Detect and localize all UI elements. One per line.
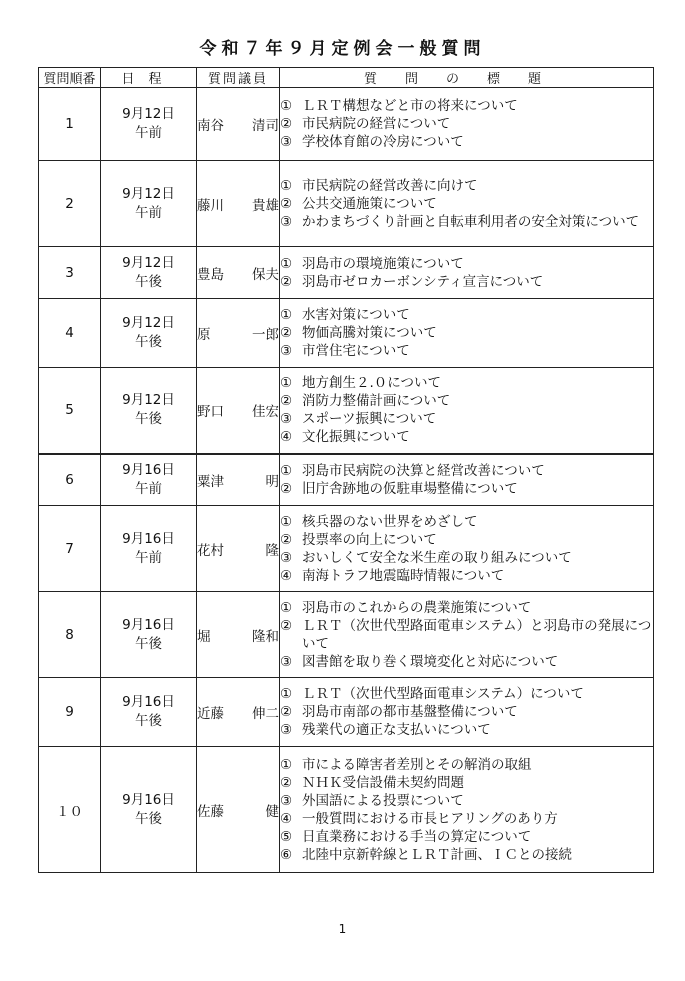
date-time: 午後 — [135, 810, 162, 827]
topic-text: 羽島市のこれからの農業施策について — [302, 599, 532, 616]
topic-marker: ⑤ — [280, 828, 293, 845]
schedule-table — [38, 67, 654, 873]
topics-cell — [280, 88, 654, 161]
member-name — [197, 625, 279, 645]
page-number: 1 — [338, 922, 347, 936]
topics-cell — [280, 368, 654, 454]
topic-item — [280, 480, 653, 498]
topic-text: スポーツ振興について — [302, 411, 437, 428]
topic-marker: ① — [280, 462, 293, 479]
order-cell: 4 — [39, 299, 101, 368]
member-name — [197, 400, 279, 420]
member-family-name: 近藤 — [197, 706, 224, 722]
topic-item — [280, 549, 653, 567]
member-family-name: 粟津 — [197, 473, 224, 490]
topic-item — [280, 531, 653, 549]
table-row — [39, 678, 654, 747]
date-day: 9月12日 — [122, 185, 175, 202]
topic-text: 羽島市ゼロカーボンシティ宣言について — [302, 273, 544, 290]
member-given-name: 健 — [265, 803, 279, 820]
order-cell: 1 — [39, 88, 101, 161]
order-cell: 5 — [39, 368, 101, 454]
member-name — [197, 263, 279, 283]
topic-item — [280, 462, 653, 480]
topic-text: 羽島市南部の都市基盤整備について — [302, 704, 518, 720]
date-time: 午前 — [135, 204, 162, 221]
topic-text: 水害対策について — [302, 307, 410, 323]
table-row — [39, 368, 654, 454]
topic-text: 市営住宅について — [302, 343, 410, 359]
topic-item — [280, 195, 653, 213]
member-cell — [197, 299, 280, 368]
member-family-name: 藤川 — [197, 197, 224, 214]
topics-cell — [280, 678, 654, 747]
topic-text: 消防力整備計画について — [302, 393, 451, 410]
member-family-name: 野口 — [197, 404, 224, 421]
topic-marker: ② — [280, 774, 293, 791]
date-cell — [101, 454, 197, 506]
date-day: 9月16日 — [122, 791, 175, 808]
date-day: 9月12日 — [122, 254, 175, 271]
member-family-name: 原 — [197, 327, 211, 343]
topic-marker: ② — [280, 116, 293, 132]
topic-marker: ① — [280, 756, 293, 773]
header-order: 質問順番 — [39, 68, 101, 88]
table-body — [39, 88, 654, 873]
topic-marker: ② — [280, 617, 293, 634]
date-cell — [101, 161, 197, 247]
topic-item — [280, 567, 653, 585]
topic-text: 物価高騰対策について — [302, 325, 437, 341]
member-cell — [197, 454, 280, 506]
topic-item — [280, 756, 653, 774]
member-cell — [197, 368, 280, 454]
topic-text: 投票率の向上について — [302, 531, 437, 548]
topic-text: ＬＲＴ（次世代型路面電車システム）について — [302, 686, 584, 702]
topic-marker: ③ — [280, 653, 293, 670]
topic-item — [280, 410, 653, 428]
topic-text: 一般質問における市長ヒアリングのあり方 — [302, 810, 558, 827]
topic-text: おいしくて安全な米生産の取り組みについて — [302, 549, 572, 566]
page-title: 令和７年９月定例会一般質問 — [199, 39, 486, 59]
date-day: 9月16日 — [122, 461, 175, 478]
topic-item — [280, 828, 653, 846]
member-given-name: 伸二 — [252, 706, 279, 722]
table-row — [39, 592, 654, 678]
topic-marker: ① — [280, 307, 293, 323]
member-name — [197, 702, 279, 722]
topic-item — [280, 617, 653, 653]
topic-item — [280, 115, 653, 133]
topic-marker: ① — [280, 375, 293, 392]
topic-text: 核兵器のない世界をめざして — [302, 513, 478, 530]
date-cell — [101, 506, 197, 592]
member-name — [197, 194, 279, 214]
table-row — [39, 454, 654, 506]
topic-item — [280, 324, 653, 342]
topic-text: 市による障害者差別とその解消の取組 — [302, 756, 532, 773]
topic-item — [280, 810, 653, 828]
date-time: 午前 — [135, 549, 162, 566]
member-family-name: 花村 — [197, 542, 224, 559]
topic-item — [280, 374, 653, 392]
date-cell — [101, 299, 197, 368]
topic-item — [280, 255, 653, 273]
topic-item — [280, 599, 653, 617]
topic-marker: ② — [280, 704, 293, 720]
member-name — [197, 539, 279, 559]
date-cell — [101, 88, 197, 161]
topic-text: 市民病院の経営について — [302, 116, 451, 132]
date-cell — [101, 747, 197, 873]
header-row — [39, 68, 654, 88]
topic-item — [280, 392, 653, 410]
topic-marker: ③ — [280, 134, 293, 150]
topic-marker: ① — [280, 177, 293, 194]
topic-marker: ① — [280, 513, 293, 530]
date-time: 午前 — [135, 480, 162, 497]
topic-item — [280, 792, 653, 810]
topic-item — [280, 97, 653, 115]
topic-marker: ④ — [280, 429, 293, 446]
date-time: 午後 — [135, 411, 162, 428]
date-day: 9月12日 — [122, 106, 175, 122]
member-cell — [197, 592, 280, 678]
date-day: 9月16日 — [122, 616, 175, 633]
date-time: 午後 — [135, 273, 162, 290]
topic-marker: ③ — [280, 213, 293, 230]
date-day: 9月16日 — [122, 694, 175, 710]
topic-item — [280, 846, 653, 864]
table-row — [39, 747, 654, 873]
topic-text: 地方創生２.０について — [302, 375, 442, 392]
date-time: 午後 — [135, 334, 162, 350]
topic-marker: ② — [280, 531, 293, 548]
topic-text: ＬＲＴ（次世代型路面電車システム）と羽島市の発展について — [302, 617, 652, 652]
member-given-name: 保夫 — [252, 266, 279, 283]
topic-item — [280, 721, 653, 739]
topic-item — [280, 774, 653, 792]
topic-text: 市民病院の経営改善に向けて — [302, 177, 478, 194]
order-cell: 3 — [39, 247, 101, 299]
topics-cell — [280, 299, 654, 368]
order-cell: 2 — [39, 161, 101, 247]
member-family-name: 南谷 — [197, 118, 224, 134]
member-given-name: 佳宏 — [252, 404, 279, 421]
topic-item — [280, 306, 653, 324]
member-name — [197, 800, 279, 820]
date-cell — [101, 368, 197, 454]
topic-text: ＬＲＴ構想などと市の将来について — [302, 98, 518, 114]
topic-text: かわまちづくり計画と自転車利用者の安全対策について — [302, 213, 640, 230]
order-cell: 8 — [39, 592, 101, 678]
order-cell: 9 — [39, 678, 101, 747]
topic-marker: ② — [280, 273, 293, 290]
date-day: 9月12日 — [122, 315, 175, 331]
topic-marker: ④ — [280, 567, 293, 584]
member-given-name: 一郎 — [252, 327, 279, 343]
topic-marker: ② — [280, 393, 293, 410]
topics-cell — [280, 247, 654, 299]
header-date: 日程 — [101, 68, 197, 88]
topic-text: ＮＨＫ受信設備未契約問題 — [302, 774, 464, 791]
member-cell — [197, 506, 280, 592]
topic-text: 羽島市の環境施策について — [302, 255, 464, 272]
member-name — [197, 114, 279, 134]
topics-cell — [280, 506, 654, 592]
topic-text: 図書館を取り巻く環境変化と対応について — [302, 653, 559, 670]
member-name — [197, 323, 279, 343]
topic-text: 日直業務における手当の算定について — [302, 828, 532, 845]
date-time: 午後 — [135, 635, 162, 652]
topic-item — [280, 273, 653, 291]
topic-marker: ① — [280, 686, 293, 702]
topic-marker: ③ — [280, 792, 293, 809]
date-day: 9月16日 — [122, 530, 175, 547]
topic-item — [280, 428, 653, 446]
date-cell — [101, 592, 197, 678]
topic-text: 残業代の適正な支払いについて — [302, 722, 491, 738]
topic-marker: ② — [280, 195, 293, 212]
topic-item — [280, 213, 653, 231]
topic-item — [280, 703, 653, 721]
date-cell — [101, 678, 197, 747]
order-cell: 6 — [39, 454, 101, 506]
member-family-name: 堀 — [197, 628, 211, 645]
topic-text: 外国語による投票について — [302, 792, 464, 809]
topics-cell — [280, 454, 654, 506]
topics-cell — [280, 592, 654, 678]
member-given-name: 明 — [265, 473, 279, 490]
topic-text: 北陸中京新幹線とＬＲＴ計画、ＩＣとの接続 — [302, 846, 572, 863]
member-given-name: 清司 — [252, 118, 279, 134]
topic-marker: ⑥ — [280, 846, 293, 863]
topic-marker: ② — [280, 480, 293, 497]
topic-marker: ① — [280, 255, 293, 272]
table-row — [39, 88, 654, 161]
topic-text: 旧庁舎跡地の仮駐車場整備について — [302, 480, 518, 497]
header-member: 質問議員 — [197, 68, 280, 88]
topic-text: 南海トラフ地震臨時情報について — [302, 567, 505, 584]
member-cell — [197, 747, 280, 873]
topic-text: 羽島市民病院の決算と経営改善について — [302, 462, 545, 479]
member-family-name: 豊島 — [197, 266, 224, 283]
member-cell — [197, 678, 280, 747]
member-given-name: 貴雄 — [252, 197, 279, 214]
topic-marker: ③ — [280, 411, 293, 428]
date-time: 午後 — [135, 713, 162, 729]
table-row — [39, 299, 654, 368]
date-day: 9月12日 — [122, 392, 175, 409]
order-cell: 7 — [39, 506, 101, 592]
date-cell — [101, 247, 197, 299]
header-subject: 質問の標題 — [280, 68, 654, 88]
member-given-name: 隆和 — [252, 628, 279, 645]
topic-item — [280, 133, 653, 151]
topics-cell — [280, 747, 654, 873]
table-row — [39, 247, 654, 299]
member-cell — [197, 161, 280, 247]
member-given-name: 隆 — [265, 542, 279, 559]
topic-text: 文化振興について — [302, 429, 410, 446]
topic-marker: ③ — [280, 722, 293, 738]
topic-item — [280, 177, 653, 195]
order-cell: １０ — [39, 747, 101, 873]
date-time: 午前 — [135, 125, 162, 141]
table-row — [39, 506, 654, 592]
member-cell — [197, 247, 280, 299]
member-family-name: 佐藤 — [197, 803, 224, 820]
topic-item — [280, 342, 653, 360]
topic-item — [280, 653, 653, 671]
table-row — [39, 161, 654, 247]
member-name — [197, 470, 279, 490]
topic-marker: ② — [280, 325, 293, 341]
topic-marker: ④ — [280, 810, 293, 827]
topic-text: 公共交通施策について — [302, 195, 437, 212]
topic-marker: ③ — [280, 343, 293, 359]
topics-cell — [280, 161, 654, 247]
topic-item — [280, 685, 653, 703]
topic-marker: ① — [280, 599, 293, 616]
topic-marker: ① — [280, 98, 293, 114]
member-cell — [197, 88, 280, 161]
topic-item — [280, 513, 653, 531]
topic-marker: ③ — [280, 549, 293, 566]
topic-text: 学校体育館の冷房について — [302, 134, 464, 150]
